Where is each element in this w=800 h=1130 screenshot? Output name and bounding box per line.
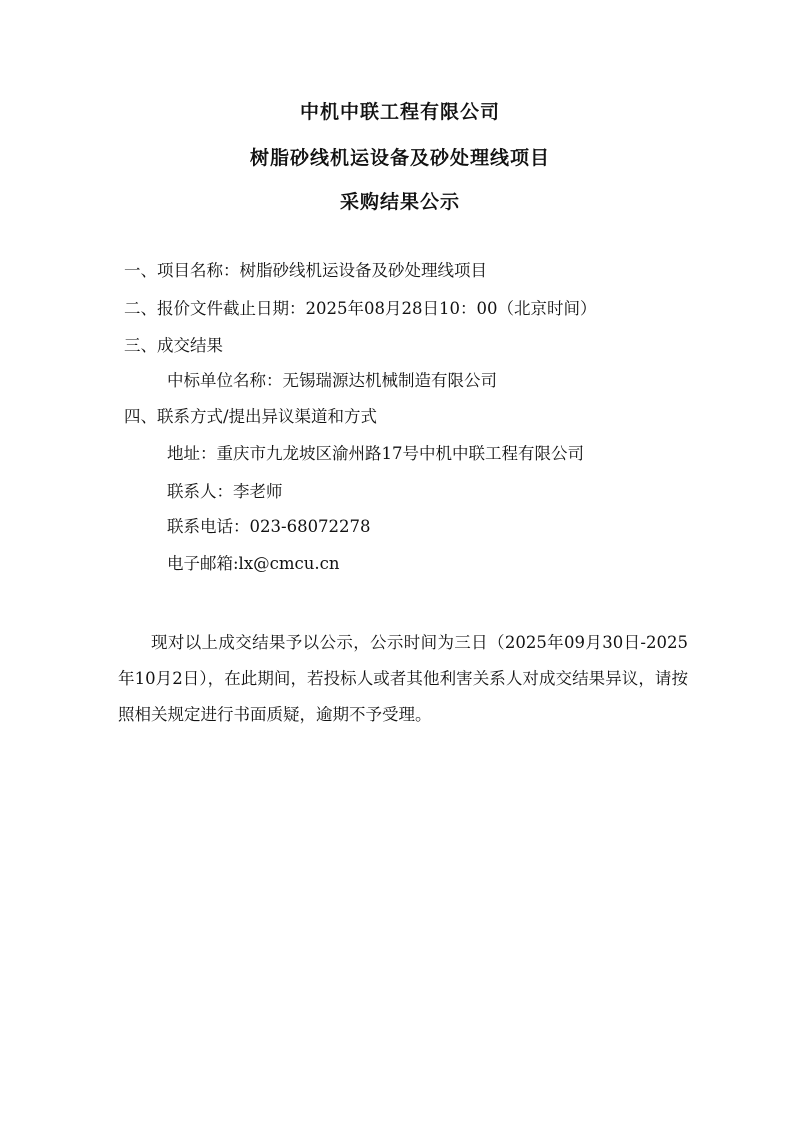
email-line: 电子邮箱:lx@cmcu.cn [167,554,340,573]
notice-paragraph: 现对以上成交结果予以公示，公示时间为三日（2025年09月30日-2025年10月2日），在此期间，若投标人或者其他利害关系人对成交结果异议，请按照相关规定进行书面质疑，逾期不予受理。 [118,633,688,724]
announcement-title: 采购结果公示 [339,191,460,213]
company-title: 中机中联工程有限公司 [299,101,500,123]
project-title: 树脂砂线机运设备及砂处理线项目 [249,147,550,169]
contact-person-line: 联系人：李老师 [167,482,283,501]
address-line: 地址：重庆市九龙坡区渝州路17号中机中联工程有限公司 [167,444,584,463]
winner-line: 中标单位名称：无锡瑞源达机械制造有限公司 [167,371,497,390]
result-heading: 三、成交结果 [124,336,223,355]
project-name-line: 一、项目名称：树脂砂线机运设备及砂处理线项目 [124,261,487,280]
contact-heading: 四、联系方式/提出异议渠道和方式 [124,407,378,426]
phone-line: 联系电话：023-68072278 [167,517,371,536]
deadline-line: 二、报价文件截止日期：2025年08月28日10：00（北京时间） [124,299,597,318]
